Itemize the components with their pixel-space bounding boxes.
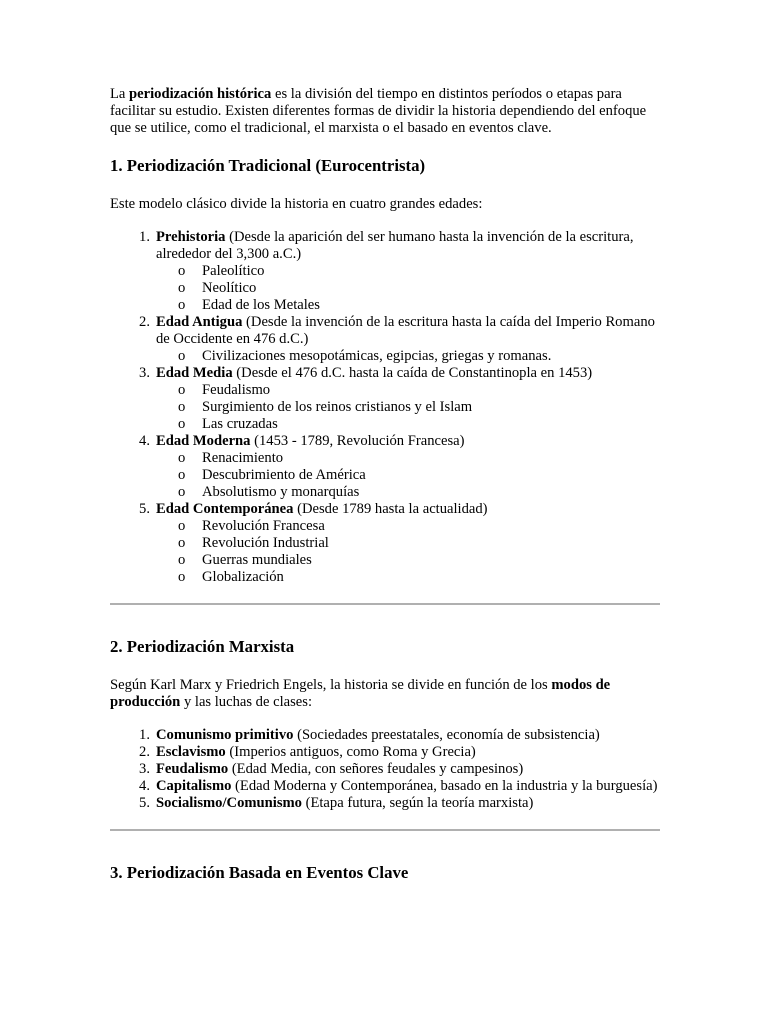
list-item-text: (1453 - 1789, Revolución Francesa) [250,433,465,449]
sub-item-text: Absolutismo y monarquías [202,484,360,500]
intro-bold-term: periodización histórica [129,86,272,102]
sub-list [156,382,660,433]
list-item-term: Edad Moderna [156,433,251,449]
sub-item-text: Surgimiento de los reinos cristianos y el Islam [202,399,473,415]
list-item-term: Feudalismo [156,761,229,777]
sub-list-item [156,280,660,297]
sub-list-item [156,518,660,535]
sub-item-text: Revolución Francesa [202,518,325,534]
list-item-text: (Desde el 476 d.C. hasta la caída de Constantinopla en 1453) [232,365,593,381]
horizontal-divider [110,829,660,831]
bullet-marker: o [178,535,186,551]
sub-item-text: Edad de los Metales [202,297,320,313]
bullet-marker: o [178,297,186,313]
list-number: 3. [139,365,150,381]
section2-paragraph-post: y las luchas de clases: [180,694,313,710]
list-item-term: Prehistoria [156,229,226,245]
sub-list [156,263,660,314]
sub-list-item [156,348,660,365]
list-number: 1. [139,727,150,743]
sub-list-item [156,416,660,433]
sub-list [156,450,660,501]
sub-item-text: Revolución Industrial [202,535,329,551]
section1-heading: 1. Periodización Tradicional (Eurocentrista) [110,156,426,175]
bullet-marker: o [178,484,186,500]
horizontal-divider [110,603,660,605]
list-item-text: (Desde la invención de la escritura hasta la caída del Imperio Romano de Occidente en 476 d.C.) [156,314,655,347]
sub-list-item [156,382,660,399]
sub-item-text: Descubrimiento de América [202,467,366,483]
sub-list-item [156,467,660,484]
sub-item-text: Las cruzadas [202,416,278,432]
sub-item-text: Civilizaciones mesopotámicas, egipcias, griegas y romanas. [202,348,552,364]
list-item [110,365,660,433]
sub-list-item [156,535,660,552]
list-number: 2. [139,314,150,330]
sub-list-item [156,450,660,467]
intro-paragraph [110,86,660,137]
list-item [110,433,660,501]
list-item-term: Edad Contemporánea [156,501,294,517]
sub-item-text: Neolítico [202,280,257,296]
bullet-marker: o [178,518,186,534]
section1-paragraph: Este modelo clásico divide la historia en cuatro grandes edades: [110,196,483,212]
bullet-marker: o [178,348,186,364]
list-item-term: Esclavismo [156,744,226,760]
sub-list-item [156,297,660,314]
bullet-marker: o [178,552,186,568]
list-item [110,314,660,365]
section2-heading: 2. Periodización Marxista [110,637,295,656]
list-item [110,229,660,314]
bullet-marker: o [178,280,186,296]
section1-list [110,229,660,586]
section2-paragraph [110,677,660,711]
section2-paragraph-pre: Según Karl Marx y Friedrich Engels, la historia se divide en función de los [110,677,552,693]
section2-paragraph-bold: modos de producción [110,677,611,710]
list-item-text: (Edad Moderna y Contemporánea, basado en la industria y la burguesía) [231,778,658,794]
list-item-text: (Sociedades preestatales, economía de subsistencia) [293,727,600,743]
list-item [110,727,660,744]
bullet-marker: o [178,416,186,432]
bullet-marker: o [178,382,186,398]
sub-item-text: Guerras mundiales [202,552,312,568]
list-item [110,778,660,795]
sub-list [156,518,660,586]
list-item [110,795,660,812]
list-item-term: Comunismo primitivo [156,727,294,743]
bullet-marker: o [178,263,186,279]
list-item-text: (Desde 1789 hasta la actualidad) [293,501,488,517]
section2-list [110,727,660,812]
list-item-text: (Edad Media, con señores feudales y campesinos) [228,761,524,777]
list-number: 4. [139,778,150,794]
intro-pre: La [110,86,130,102]
list-item [110,501,660,586]
list-number: 5. [139,501,150,517]
list-item-text: (Imperios antiguos, como Roma y Grecia) [225,744,476,760]
sub-item-text: Feudalismo [202,382,271,398]
list-item-term: Capitalismo [156,778,232,794]
list-number: 4. [139,433,150,449]
sub-list-item [156,569,660,586]
sub-list-item [156,552,660,569]
sub-list-item [156,484,660,501]
bullet-marker: o [178,569,186,585]
intro-post: es la división del tiempo en distintos períodos o etapas para facilitar su estudio. Existen diferentes formas de dividir la historia dependiendo del enfoque que se utilice, como el tradicional, el marxista o el basado en eventos clave. [110,86,647,136]
list-item [110,744,660,761]
list-item-term: Socialismo/Comunismo [156,795,302,811]
list-number: 5. [139,795,150,811]
list-number: 3. [139,761,150,777]
bullet-marker: o [178,399,186,415]
list-item-text: (Desde la aparición del ser humano hasta la invención de la escritura, alrededor del 3,300 a.C.) [156,229,634,262]
list-item [110,761,660,778]
sub-list-item [156,399,660,416]
list-item-term: Edad Antigua [156,314,243,330]
sub-list [156,348,660,365]
sub-list-item [156,263,660,280]
sub-item-text: Paleolítico [202,263,265,279]
list-item-term: Edad Media [156,365,233,381]
bullet-marker: o [178,467,186,483]
document-content [110,86,660,903]
section3-heading: 3. Periodización Basada en Eventos Clave [110,863,409,882]
sub-item-text: Globalización [202,569,284,585]
bullet-marker: o [178,450,186,466]
list-number: 1. [139,229,150,245]
list-number: 2. [139,744,150,760]
list-item-text: (Etapa futura, según la teoría marxista) [301,795,534,811]
sub-item-text: Renacimiento [202,450,284,466]
